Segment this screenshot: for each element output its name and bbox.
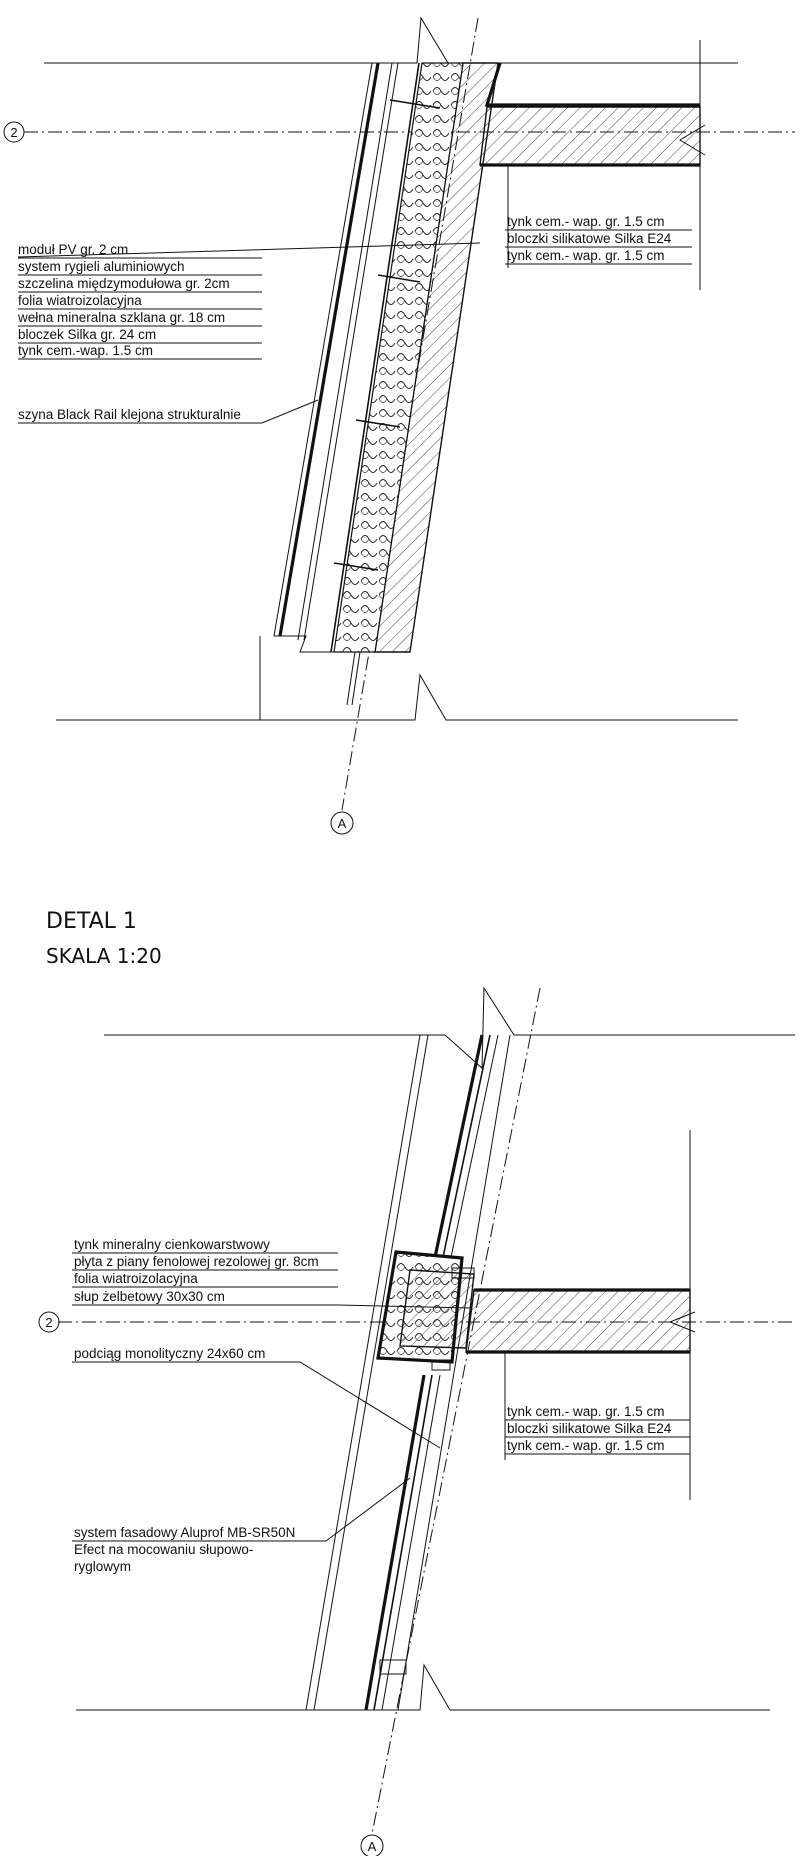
bottom-break-line-1 xyxy=(56,675,738,720)
label-wind-membrane: folia wiatroizolacyjna xyxy=(18,293,142,308)
detail-title: DETAL 1 xyxy=(46,909,137,934)
label-monolithic-beam: podciąg monolityczny 24x60 cm xyxy=(74,1346,266,1361)
label-facade-system-1: system fasadowy Aluprof MB-SR50N xyxy=(74,1525,296,1540)
label-right-silka-2: bloczki silikatowe Silka E24 xyxy=(507,1421,672,1436)
bottom-break-line-2 xyxy=(76,1665,770,1710)
label-aluminum-rails: system rygieli aluminiowych xyxy=(18,259,185,274)
label-silka-block: bloczek Silka gr. 24 cm xyxy=(18,327,157,342)
floor-slab-1 xyxy=(480,107,700,165)
label-phenolic-board: płyta z piany fenolowej rezolowej gr. 8cm xyxy=(74,1254,319,1269)
axis-2-label-1: 2 xyxy=(10,125,18,140)
facade-outer-line-2 xyxy=(314,1035,428,1710)
label-black-rail: szyna Black Rail klejona strukturalnie xyxy=(18,407,241,422)
label-mineral-render: tynk mineralny cienkowarstwowy xyxy=(74,1237,270,1252)
curtain-wall-upper-2 xyxy=(442,1035,490,1262)
detail-2-right-labels xyxy=(505,1404,690,1454)
label-right-silka: bloczki silikatowe Silka E24 xyxy=(507,231,672,246)
label-facade-system-3: ryglowym xyxy=(74,1559,132,1574)
label-right-plaster-bottom-2: tynk cem.- wap. gr. 1.5 cm xyxy=(507,1438,665,1453)
leader-beam xyxy=(72,1362,440,1448)
label-right-plaster-bottom: tynk cem.- wap. gr. 1.5 cm xyxy=(507,248,665,263)
monolithic-beam xyxy=(466,1290,690,1352)
curtain-wall-upper-1 xyxy=(434,1035,482,1262)
detail-scale: SKALA 1:20 xyxy=(46,944,162,968)
label-right-plaster-top: tynk cem.- wap. gr. 1.5 cm xyxy=(507,214,665,229)
label-rc-column: słup żelbetowy 30x30 cm xyxy=(74,1289,225,1304)
label-pv-module: moduł PV gr. 2 cm xyxy=(18,242,129,257)
anchor-base xyxy=(380,1660,406,1674)
axis-a-label-1: A xyxy=(337,816,347,831)
top-break-line-1 xyxy=(44,18,738,63)
label-facade-system-2: Efect na mocowaniu słupowo- xyxy=(74,1542,254,1557)
bracket-stem-1 xyxy=(347,652,355,705)
label-mineral-wool: wełna mineralna szklana gr. 18 cm xyxy=(18,310,226,325)
label-right-plaster-top-2: tynk cem.- wap. gr. 1.5 cm xyxy=(507,1404,665,1419)
bracket-stem-2 xyxy=(352,652,360,705)
axis-2-label-2: 2 xyxy=(45,1315,53,1330)
detail-1-right-labels xyxy=(505,214,692,264)
label-plaster: tynk cem.-wap. 1.5 cm xyxy=(18,343,154,358)
detail-1-wall-section xyxy=(4,18,795,834)
facade-inner-line xyxy=(398,1035,510,1710)
label-wind-membrane-2: folia wiatroizolacyjna xyxy=(74,1271,198,1286)
facade-outer-line-1 xyxy=(306,1035,420,1710)
axis-a-label-2: A xyxy=(367,1839,377,1854)
top-break-line-2 xyxy=(104,988,795,1068)
detail-2-wall-section xyxy=(39,988,795,1856)
slab-top-edge-1 xyxy=(487,63,700,105)
label-gap: szczelina międzymodułowa gr. 2cm xyxy=(18,276,230,291)
rc-column xyxy=(400,1270,474,1348)
